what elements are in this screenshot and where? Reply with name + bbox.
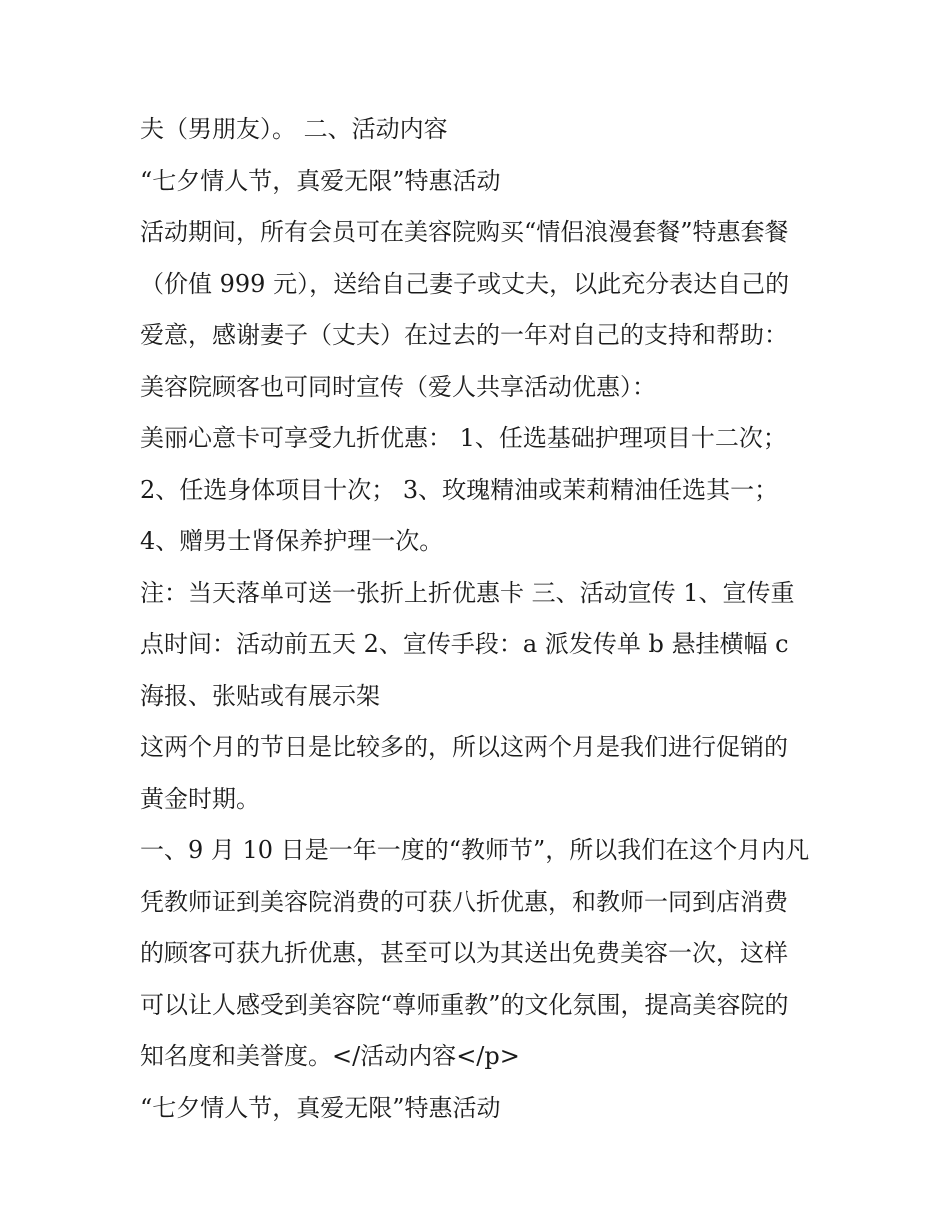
text-line: 2、任选身体项目十次； 3、玫瑰精油或茉莉精油任选其一；: [140, 475, 779, 504]
text-line: “七夕情人节，真爱无限”特惠活动: [140, 166, 501, 195]
text-line: 美丽心意卡可享受九折优惠： 1、任选基础护理项目十二次；: [140, 424, 787, 452]
text-line: 活动期间，所有会员可在美容院购买“情侣浪漫套餐”特惠套餐: [140, 218, 789, 246]
text-line: 一、9 月 10 日是一年一度的“教师节”，所以我们在这个月内凡: [140, 836, 810, 864]
text-line: “七夕情人节，真爱无限”特惠活动: [140, 1093, 501, 1122]
text-line: 4、赠男士肾保养护理一次。: [140, 527, 444, 555]
text-line: 这两个月的节日是比较多的，所以这两个月是我们进行促销的: [140, 733, 788, 761]
text-line: 夫（男朋友）。 二、活动内容: [140, 115, 448, 143]
text-line: 可以让人感受到美容院“尊师重教”的文化氛围，提高美容院的: [140, 990, 789, 1019]
text-line: 注：当天落单可送一张折上折优惠卡 三、活动宣传 1、宣传重: [140, 578, 795, 607]
text-line: 海报、张贴或有展示架: [140, 681, 380, 710]
text-line: 的顾客可获九折优惠，甚至可以为其送出免费美容一次，这样: [140, 939, 788, 967]
text-line: 美容院顾客也可同时宣传（爱人共享活动优惠）：: [140, 372, 656, 401]
text-line: 凭教师证到美容院消费的可获八折优惠，和教师一同到店消费: [140, 887, 788, 916]
text-line: （价值 999 元），送给自己妻子或丈夫，以此充分表达自己的: [140, 269, 790, 298]
document-body: [140, 104, 820, 1134]
text-line: 黄金时期。: [140, 784, 260, 813]
text-line: 知名度和美誉度。</活动内容</p>: [140, 1042, 520, 1070]
text-line: 爱意，感谢妻子（丈夫）在过去的一年对自己的支持和帮助：: [140, 321, 788, 349]
text-line: 点时间：活动前五天 2、宣传手段：a 派发传单 b 悬挂横幅 c: [140, 630, 789, 658]
